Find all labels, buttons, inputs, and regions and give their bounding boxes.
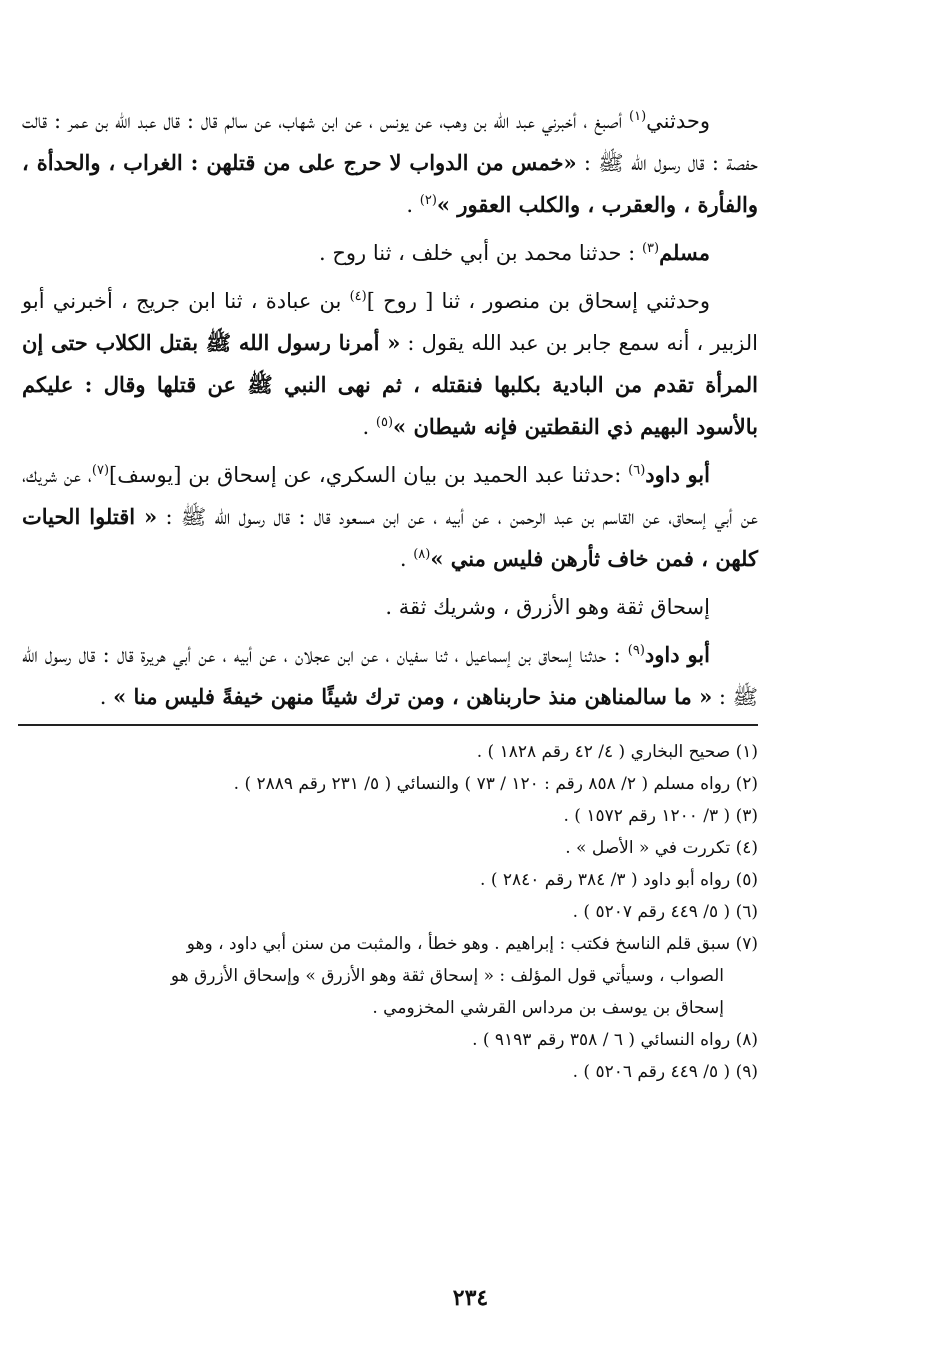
quoted-text: « أمرنا رسول الله ﷺ بقتل الكلاب حتى إن المرأة تقدم من البادية بكلبها فنقتله ، ثم نهى النبي ﷺ عن قتلها وقال : عليكم بالأسود البهيم ذي النقطتين فإنه شيطان »	[22, 330, 758, 439]
footnote-marker: (٢)	[419, 193, 437, 208]
footnote-marker: (٦)	[628, 463, 646, 478]
footnote-line: (٣) ( ٣/ ١٢٠٠ رقم ١٥٧٢ ) .	[563, 806, 758, 826]
text-run: إسحاق ثقة وهو الأزرق ، وشريك ثقة .	[385, 595, 710, 619]
quoted-text: «خمس من الدواب لا حرج على من قتلهن : الغراب ، والحدأة ، والفأرة ، والعقرب ، والكلب العقور »	[22, 150, 758, 217]
footnote-marker: (٩)	[627, 643, 645, 658]
footnote-line: (٨) رواه النسائي ( ٦ / ٣٥٨ رقم ٩١٩٣ ) .	[472, 1030, 758, 1050]
footnote-line: الصواب ، وسيأتي قول المؤلف : « إسحاق ثقة وهو الأزرق » وإسحاق الأزرق هو	[170, 966, 724, 986]
footnote-marker: (٤)	[349, 289, 367, 304]
quoted-text: أبو داود	[645, 462, 710, 487]
paragraph-p1	[22, 100, 758, 226]
quoted-text: « ما سالمناهن منذ حاربناهن ، ومن ترك شيئًا منهن خيفةً فليس منا »	[113, 684, 713, 709]
footnote-marker: (٨)	[413, 547, 431, 562]
footnote-marker: (١)	[629, 109, 647, 124]
footnotes-list	[22, 736, 758, 1088]
page-number: ٢٣٤	[452, 1285, 489, 1311]
text-run: وحدثني إسحاق بن منصور ، ثنا [ روح ]	[366, 289, 710, 313]
quoted-text: أبو داود	[644, 642, 710, 667]
footnote-line: (١) صحيح البخاري ( ٤/ ٤٢ رقم ١٨٢٨ ) .	[476, 742, 758, 762]
footnote-line: إسحاق بن يوسف بن مرداس القرشي المخزومي .	[372, 998, 724, 1018]
footnote-line: (٧) سبق قلم الناسخ فكتب : إبراهيم . وهو خطأ ، والمثبت من سنن أبي داود ، وهو	[186, 934, 758, 954]
paragraph-p5	[22, 586, 758, 628]
text-run: بن عبادة ، ثنا ابن جريج ، أخبرني أبو الزبير ، أنه سمع جابر بن عبد الله يقول :	[22, 289, 758, 355]
quoted-text: « اقتلوا الحيات كلهن ، فمن خاف ثأرهن فليس مني »	[22, 504, 758, 571]
quoted-text: مسلم	[659, 240, 710, 265]
text-run: .	[406, 193, 420, 217]
paragraph-p6	[22, 634, 758, 718]
footnote-marker: (٣)	[641, 241, 660, 256]
footnote-line: (٢) رواه مسلم ( ٢/ ٨٥٨ رقم : ١٢٠ / ٧٣ ) والنسائي ( ٥/ ٢٣١ رقم ٢٨٨٩ ) .	[233, 774, 758, 794]
paragraph-p3	[22, 280, 758, 448]
footnote-line: (٤) تكررت في « الأصل » .	[565, 838, 758, 858]
text-run: : حدثنا إسحاق بن إسماعيل ، ثنا سفيان ، عن ابن عجلان ، عن أبيه ، عن أبي هريرة قال : قال رسول الله ﷺ :	[22, 643, 758, 709]
main-text	[22, 100, 758, 718]
footnote-marker: (٧)	[91, 463, 110, 478]
paragraph-p4	[22, 454, 758, 580]
text-run: أصبغ ، أخبرني عبد الله بن وهب، عن يونس ، عن ابن شهاب، عن سالم قال : قال عبد الله بن عمر : قالت حفصة : قال رسول الله ﷺ :	[22, 109, 758, 175]
text-run: :حدثنا عبد الحميد بن بيان السكري، عن إسحاق بن [يوسف]	[109, 463, 629, 487]
text-run: .	[99, 685, 114, 709]
text-run: : حدثنا محمد بن أبي خلف ، ثنا روح .	[319, 241, 642, 265]
text-run: وحدثني	[646, 109, 710, 133]
text-run: .	[399, 547, 414, 571]
text-run: ، عن شريك، عن أبي إسحاق، عن القاسم بن عبد الرحمن ، عن أبيه ، عن ابن مسعود قال : قال رسول الله ﷺ :	[22, 463, 758, 529]
footnote-separator	[18, 724, 758, 726]
footnote-line: (٩) ( ٥/ ٤٤٩ رقم ٥٢٠٦ ) .	[572, 1062, 758, 1082]
footnote-line: (٥) رواه أبو داود ( ٣/ ٣٨٤ رقم ٢٨٤٠ ) .	[480, 870, 758, 890]
paragraph-p2	[22, 232, 758, 274]
footnote-marker: (٥)	[375, 415, 394, 430]
footnote-line: (٦) ( ٥/ ٤٤٩ رقم ٥٢٠٧ ) .	[572, 902, 758, 922]
text-run: .	[362, 415, 376, 439]
